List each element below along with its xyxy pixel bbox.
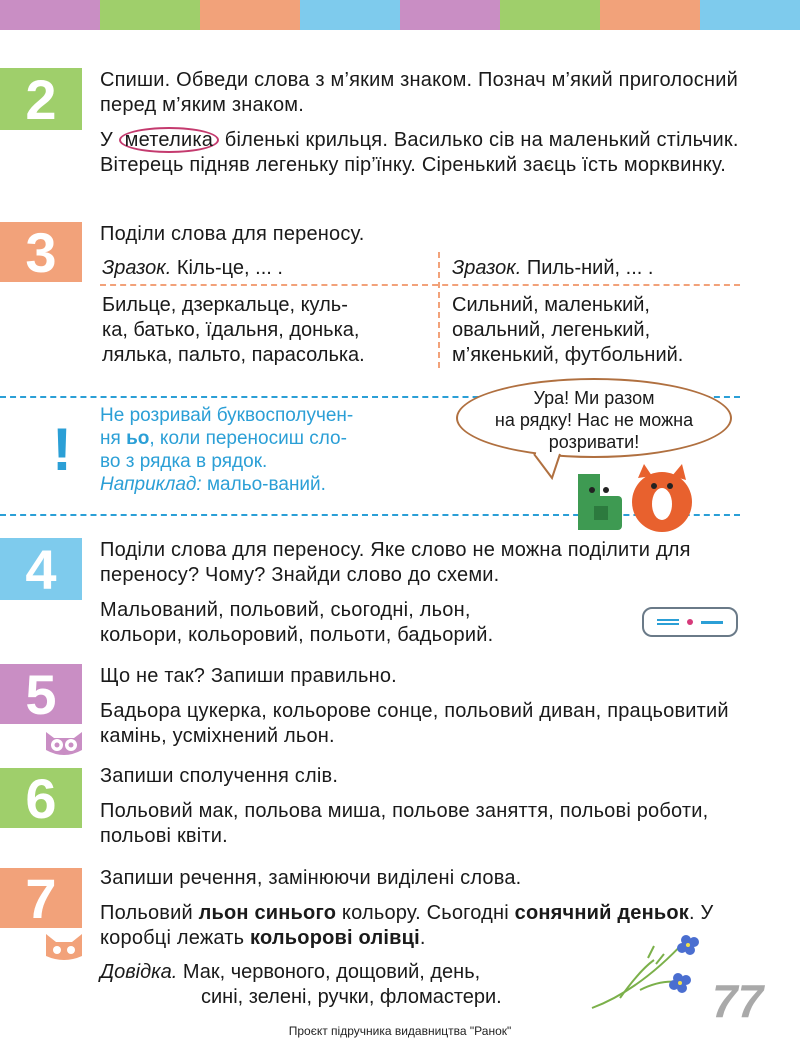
color-stripe	[100, 0, 200, 30]
exercise-5-task: Що не так? Запиши правильно.	[100, 665, 397, 687]
exercise-5	[100, 664, 740, 759]
owl-icon	[44, 728, 84, 758]
exercise-3-task: Поділи слова для переносу.	[100, 223, 365, 245]
color-stripe	[400, 0, 500, 30]
footer: Проєкт підручника видавництва "Ранок"	[288, 1024, 512, 1038]
page-number: 77	[712, 975, 764, 1027]
top-color-bar	[0, 0, 800, 30]
color-stripe	[500, 0, 600, 30]
circled-word: метелика	[119, 127, 219, 153]
exercise-4-task: Поділи слова для переносу. Яке слово не можна поділити для переносу? Чому? Знайди слово до схеми.	[100, 539, 691, 586]
exercise-6-number: 6	[0, 768, 82, 828]
exercise-4-number: 4	[0, 538, 82, 600]
color-stripe	[600, 0, 700, 30]
exercise-6-text: Польовий мак, польова миша, польове заняття, польові роботи, польові квіти.	[100, 800, 709, 847]
exercise-3-number: 3	[0, 222, 82, 282]
sample-right: Зразок. Пиль-ний, ... .	[452, 257, 654, 279]
exclamation-icon: !	[52, 416, 72, 483]
flax-flower-icon	[590, 920, 706, 1012]
color-stripe	[700, 0, 800, 30]
exercise-7-number: 7	[0, 868, 82, 928]
exercise-7-text: Польовий льон синього кольору. Сьогодні сонячний деньок. У коробці лежать кольорові олівці.	[100, 902, 714, 949]
exercise-5-number: 5	[0, 664, 82, 724]
exercise-2-text: У метелика біленькі крильця. Василько сів на маленький стільчик. Вітерець підняв легеньку пір’їнку. Сіренький заєць їсть морквинку.	[100, 129, 739, 176]
exercise-6-task: Запиши сполучення слів.	[100, 765, 339, 787]
exercise-2	[100, 68, 740, 188]
cat-icon	[44, 932, 84, 962]
exercise-5-text: Бадьора цукерка, кольорове сонце, польовий диван, працьовитий камінь, усміхнений льон.	[100, 700, 729, 747]
color-stripe	[300, 0, 400, 30]
exercise-6	[100, 764, 740, 859]
exercise-4-words: Мальований, польовий, сьогодні, льон, кольори, кольоровий, польоти, бадьорий.	[100, 599, 494, 646]
word-scheme	[642, 607, 738, 637]
color-stripe	[0, 0, 100, 30]
exercise-2-task: Спиши. Обведи слова з м’яким знаком. Познач м’який приголосний перед м’яким знаком.	[100, 69, 738, 116]
table-divider-vertical	[438, 252, 440, 368]
words-right: Сильний, маленький, овальний, легенький, м’якенький, футбольний.	[452, 294, 684, 366]
letters-characters-icon	[572, 462, 702, 534]
exercise-2-number: 2	[0, 68, 82, 130]
rule-note: Не розривай буквосполучен- ня ьо, коли переносиш сло- во з рядка в рядок. Наприклад: мальо-ваний.	[100, 405, 354, 495]
color-stripe	[200, 0, 300, 30]
sample-left: Зразок. Кіль-це, ... .	[102, 257, 283, 279]
table-divider-horizontal	[100, 284, 740, 286]
words-left: Бильце, дзеркальце, куль- ка, батько, їдальня, донька, лялька, пальто, парасолька.	[102, 294, 365, 366]
speech-bubble-tail-icon	[530, 452, 570, 480]
exercise-7-task: Запиши речення, замінюючи виділені слова.	[100, 867, 522, 889]
exercise-7-reference: Довідка. Мак, червоного, дощовий, день, сині, зелені, ручки, фломастери.	[100, 961, 502, 1008]
speech-bubble: Ура! Ми разом на рядку! Нас не можна розривати!	[456, 378, 732, 458]
